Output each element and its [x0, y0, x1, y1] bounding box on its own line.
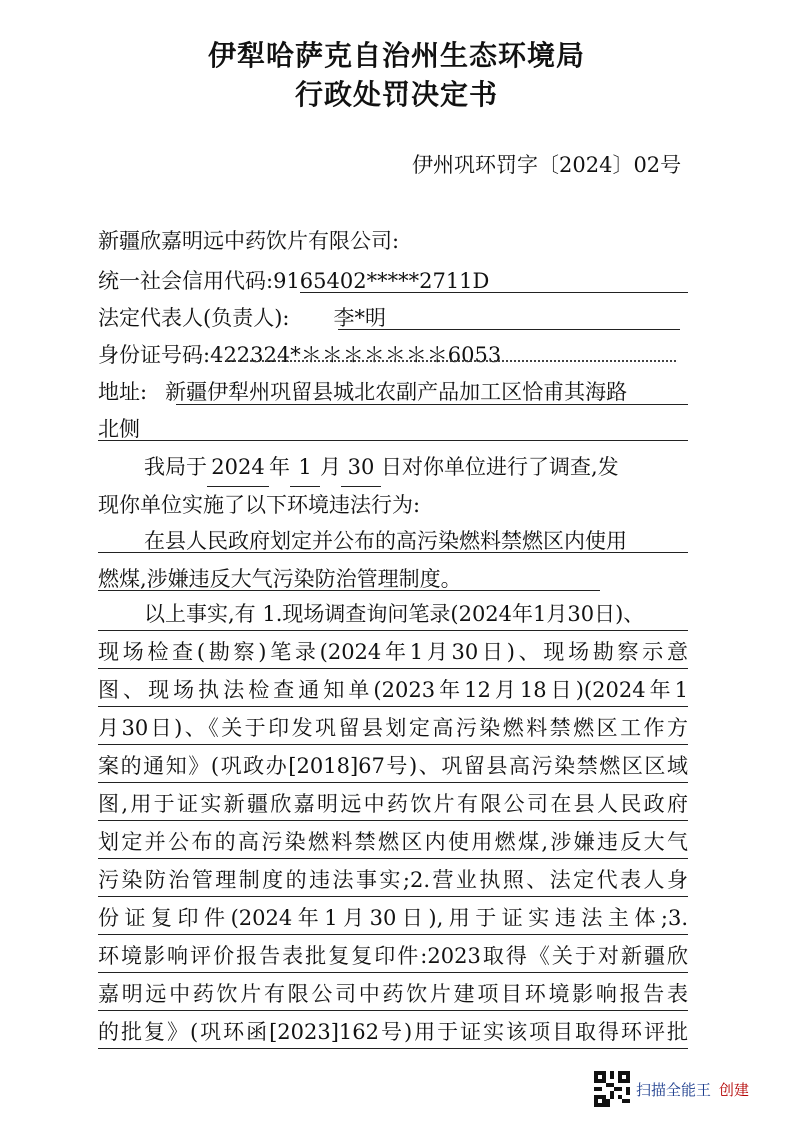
- legal-rep-value: 李*明: [333, 306, 386, 330]
- investigation-month-unit: 月: [320, 455, 341, 479]
- credit-code-label: 统一社会信用代码:: [98, 269, 274, 293]
- facts-line: 图、现场执法检查通知单(2023年12月18日)(2024年1: [98, 678, 688, 702]
- legal-rep-line: [98, 299, 688, 337]
- legal-rep-underline: [338, 329, 680, 330]
- violation-line-2: 燃煤,涉嫌违反大气污染防治管理制度。: [98, 567, 462, 591]
- investigation-prefix: 我局于: [144, 455, 207, 479]
- facts-underline: [98, 858, 688, 859]
- facts-underline: [98, 744, 688, 745]
- address-label: 地址:: [98, 380, 148, 404]
- violation-text-1: 在县人民政府划定并公布的高污染燃料禁燃区内使用: [144, 529, 627, 553]
- investigation-year-unit: 年: [269, 455, 290, 479]
- investigation-year: 2024: [207, 448, 269, 487]
- address-underline-2: [98, 440, 688, 441]
- facts-underline: [98, 782, 688, 783]
- investigation-suffix: 日对你单位进行了调查,发: [381, 455, 619, 479]
- facts-line: 现场检查(勘察)笔录(2024年1月30日)、现场勘察示意: [98, 640, 688, 664]
- address-line: [98, 373, 688, 411]
- address-value-2: 北侧: [98, 417, 140, 441]
- scanner-watermark: [594, 1070, 749, 1108]
- facts-underline: [98, 668, 688, 669]
- violation-underline-1: [98, 552, 688, 553]
- facts-underline: [98, 706, 688, 707]
- investigation-month: 1: [290, 448, 320, 487]
- facts-line: 污染防治管理制度的违法事实;2.营业执照、法定代表人身: [98, 868, 688, 892]
- legal-rep-label: 法定代表人(负责人):: [98, 306, 290, 330]
- violation-line-1: [98, 522, 688, 560]
- address-underline-1: [176, 404, 688, 405]
- facts-underline: [98, 972, 688, 973]
- document-number: 伊州巩环罚字〔2024〕02号: [412, 153, 682, 177]
- id-number-label: 身份证号码:: [98, 343, 211, 367]
- facts-line: 划定并公布的高污染燃料禁燃区内使用燃煤,涉嫌违反大气: [98, 830, 688, 854]
- facts-paragraph: [98, 595, 688, 1051]
- scanner-created-label: 创建: [719, 1080, 750, 1099]
- violation-underline-2: [98, 590, 600, 591]
- credit-code-underline: [300, 292, 688, 293]
- facts-underline: [98, 630, 688, 631]
- document-subtitle: 行政处罚决定书: [294, 78, 498, 111]
- facts-line: 案的通知》(巩政办[2018]67号)、巩留县高污染禁燃区区域: [98, 754, 688, 778]
- credit-code-value: 9165402*****2711D: [273, 269, 490, 293]
- facts-underline: [98, 1048, 688, 1049]
- facts-line: 份证复印件(2024年1月30日),用于证实违法主体;3.: [98, 906, 688, 930]
- qr-code-icon: [594, 1071, 630, 1107]
- facts-underline: [98, 820, 688, 821]
- facts-line: 图,用于证实新疆欣嘉明远中药饮片有限公司在县人民政府: [98, 792, 688, 816]
- facts-line: 环境影响评价报告表批复复印件:2023取得《关于对新疆欣: [98, 944, 688, 968]
- facts-underline: [98, 896, 688, 897]
- facts-line: 月30日)、《关于印发巩留县划定高污染燃料禁燃区工作方: [98, 716, 688, 740]
- facts-line: [98, 595, 688, 633]
- facts-line: 的批复》(巩环函[2023]162号)用于证实该项目取得环评批: [98, 1020, 688, 1044]
- investigation-day: 30: [341, 448, 381, 487]
- address-value-1: 新疆伊犁州巩留县城北农副产品加工区恰甫其海路: [165, 380, 628, 404]
- investigation-line-2: 现你单位实施了以下环境违法行为:: [98, 493, 421, 517]
- party-name: 新疆欣嘉明远中药饮片有限公司:: [98, 229, 400, 253]
- investigation-line-1: [98, 448, 688, 486]
- credit-code-line: [98, 262, 688, 300]
- document-title: 伊犁哈萨克自治州生态环境局: [207, 39, 585, 72]
- facts-underline: [98, 934, 688, 935]
- id-number-value: 422324*＊＊＊＊＊＊＊6053: [210, 343, 502, 367]
- scanner-app-name: 扫描全能王: [636, 1080, 712, 1099]
- facts-line: 嘉明远中药饮片有限公司中药饮片建项目环境影响报告表: [98, 982, 688, 1006]
- id-number-line: [98, 336, 688, 374]
- facts-text: 以上事实,有 1.现场调查询问笔录(2024年1月30日)、: [144, 602, 645, 626]
- facts-underline: [98, 1010, 688, 1011]
- id-number-underline: [226, 360, 676, 362]
